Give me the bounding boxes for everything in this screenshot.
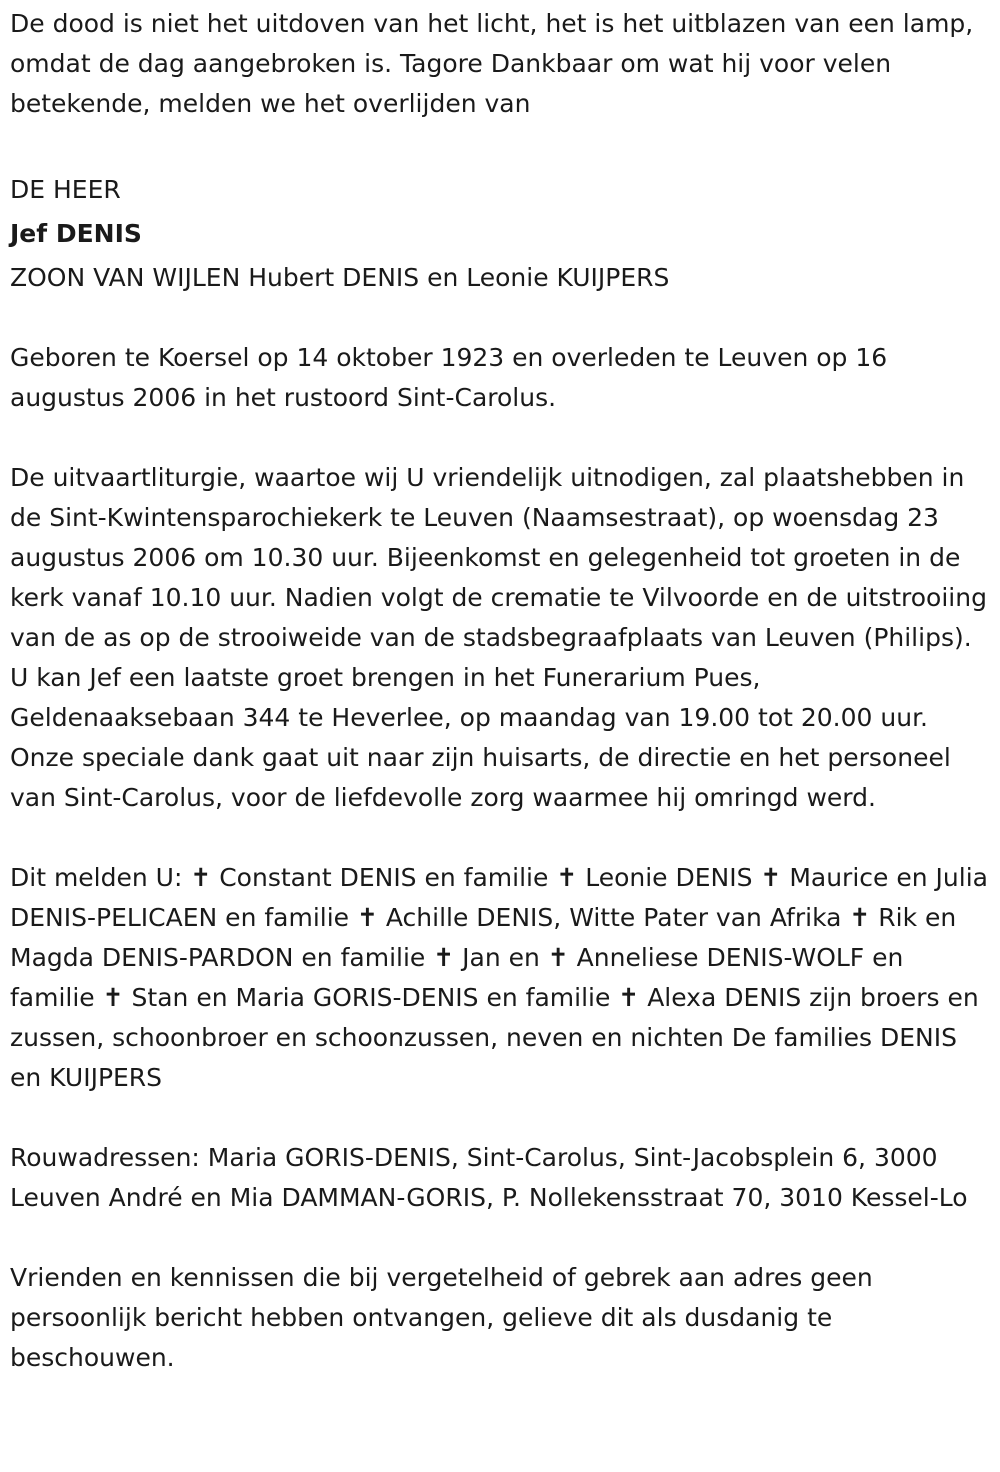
salutation: DE HEER xyxy=(10,175,121,204)
spacer xyxy=(10,818,990,858)
spacer xyxy=(10,1218,990,1258)
spacer xyxy=(10,124,990,164)
funeral-paragraph: De uitvaartliturgie, waartoe wij U vriendelijk uitnodigen, zal plaatshebben in de Sint-Kwintensparochiekerk te Leuven (Naamsestraat), op woensdag 23 augustus 2006 om 10.30 uur. Bijeenkomst en gelegenheid tot groeten in de kerk vanaf 10.10 uur. Nadien volgt de crematie te Vilvoorde en de uitstrooiing van de as op de strooiweide van de stadsbegraafplaats van Leuven (Philips). U kan Jef een laatste groet brengen in het Funerarium Pues, Geldenaaksebaan 344 te Heverlee, op maandag van 19.00 tot 20.00 uur. Onze speciale dank gaat uit naar zijn huisarts, de directie en het personeel van Sint-Carolus, voor de liefdevolle zorg waarmee hij omringd werd. xyxy=(10,463,987,812)
intro-paragraph: De dood is niet het uitdoven van het licht, het is het uitblazen van een lamp, omdat de dag aangebroken is. Tagore Dankbaar om wat hij voor velen betekende, melden we het overlijden van xyxy=(10,9,974,118)
parents-line: ZOON VAN WIJLEN Hubert DENIS en Leonie KUIJPERS xyxy=(10,263,670,292)
closing-paragraph: Vrienden en kennissen die bij vergetelheid of gebrek aan adres geen persoonlijk bericht hebben ontvangen, gelieve dit als dusdanig te beschouwen. xyxy=(10,1263,873,1372)
family-paragraph: Dit melden U: ✝ Constant DENIS en familie ✝ Leonie DENIS ✝ Maurice en Julia DENIS-PELICAEN en familie ✝ Achille DENIS, Witte Pater van Afrika ✝ Rik en Magda DENIS-PARDON en familie ✝ Jan en ✝ Anneliese DENIS-WOLF en familie ✝ Stan en Maria GORIS-DENIS en familie ✝ Alexa DENIS zijn broers en zussen, schoonbroer en schoonzussen, neven en nichten De families DENIS en KUIJPERS xyxy=(10,863,988,1092)
deceased-name: Jef DENIS xyxy=(10,219,142,248)
addresses-paragraph: Rouwadressen: Maria GORIS-DENIS, Sint-Carolus, Sint-Jacobsplein 6, 3000 Leuven André en Mia DAMMAN-GORIS, P. Nollekensstraat 70, 3010 Kessel-Lo xyxy=(10,1143,968,1212)
birth-death-paragraph: Geboren te Koersel op 14 oktober 1923 en overleden te Leuven op 16 augustus 2006 in het rustoord Sint-Carolus. xyxy=(10,343,888,412)
spacer xyxy=(10,298,990,338)
spacer xyxy=(10,1098,990,1138)
spacer xyxy=(10,418,990,458)
